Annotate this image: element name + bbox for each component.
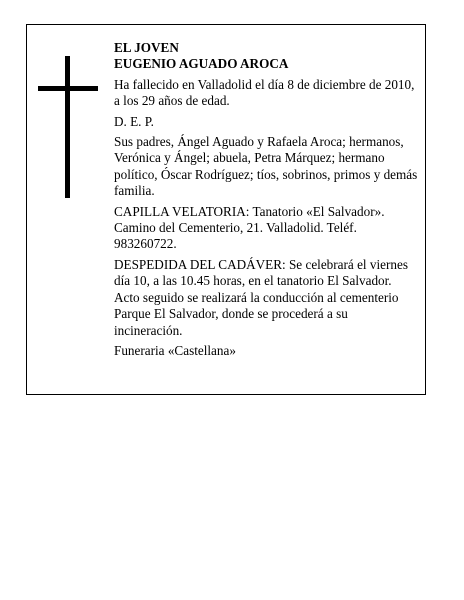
rip-line: D. E. P. (114, 113, 154, 129)
farewell-info: DESPEDIDA DEL CADÁVER: Se celebrará el viernes día 10, a las 10.45 horas, en el tanatorio El Salvador. Acto seguido se realizará la conducción al cementerio Parque El Salvador, donde se procederá a su incineración. (114, 256, 408, 338)
family-list: Sus padres, Ángel Aguado y Rafaela Aroca; hermanos, Verónica y Ángel; abuela, Petra Márquez; hermano político, Óscar Rodríguez; tíos, sobrinos, primos y demás familia. (114, 134, 418, 199)
notice-title-line1: EL JOVEN (114, 40, 179, 55)
cross-vertical-bar (65, 56, 70, 198)
death-announcement: Ha fallecido en Valladolid el día 8 de diciembre de 2010, a los 29 años de edad. (114, 76, 415, 109)
funeral-home: Funeraria «Castellana» (114, 342, 236, 358)
latin-cross-icon (38, 56, 98, 198)
obituary-notice (26, 24, 426, 395)
notice-text (114, 40, 419, 363)
deceased-name: EUGENIO AGUADO AROCA (114, 56, 289, 72)
cross-horizontal-bar (38, 86, 98, 91)
chapel-info: CAPILLA VELATORIA: Tanatorio «El Salvador». Camino del Cementerio, 21. Valladolid. Teléf. 983260722. (114, 203, 385, 252)
